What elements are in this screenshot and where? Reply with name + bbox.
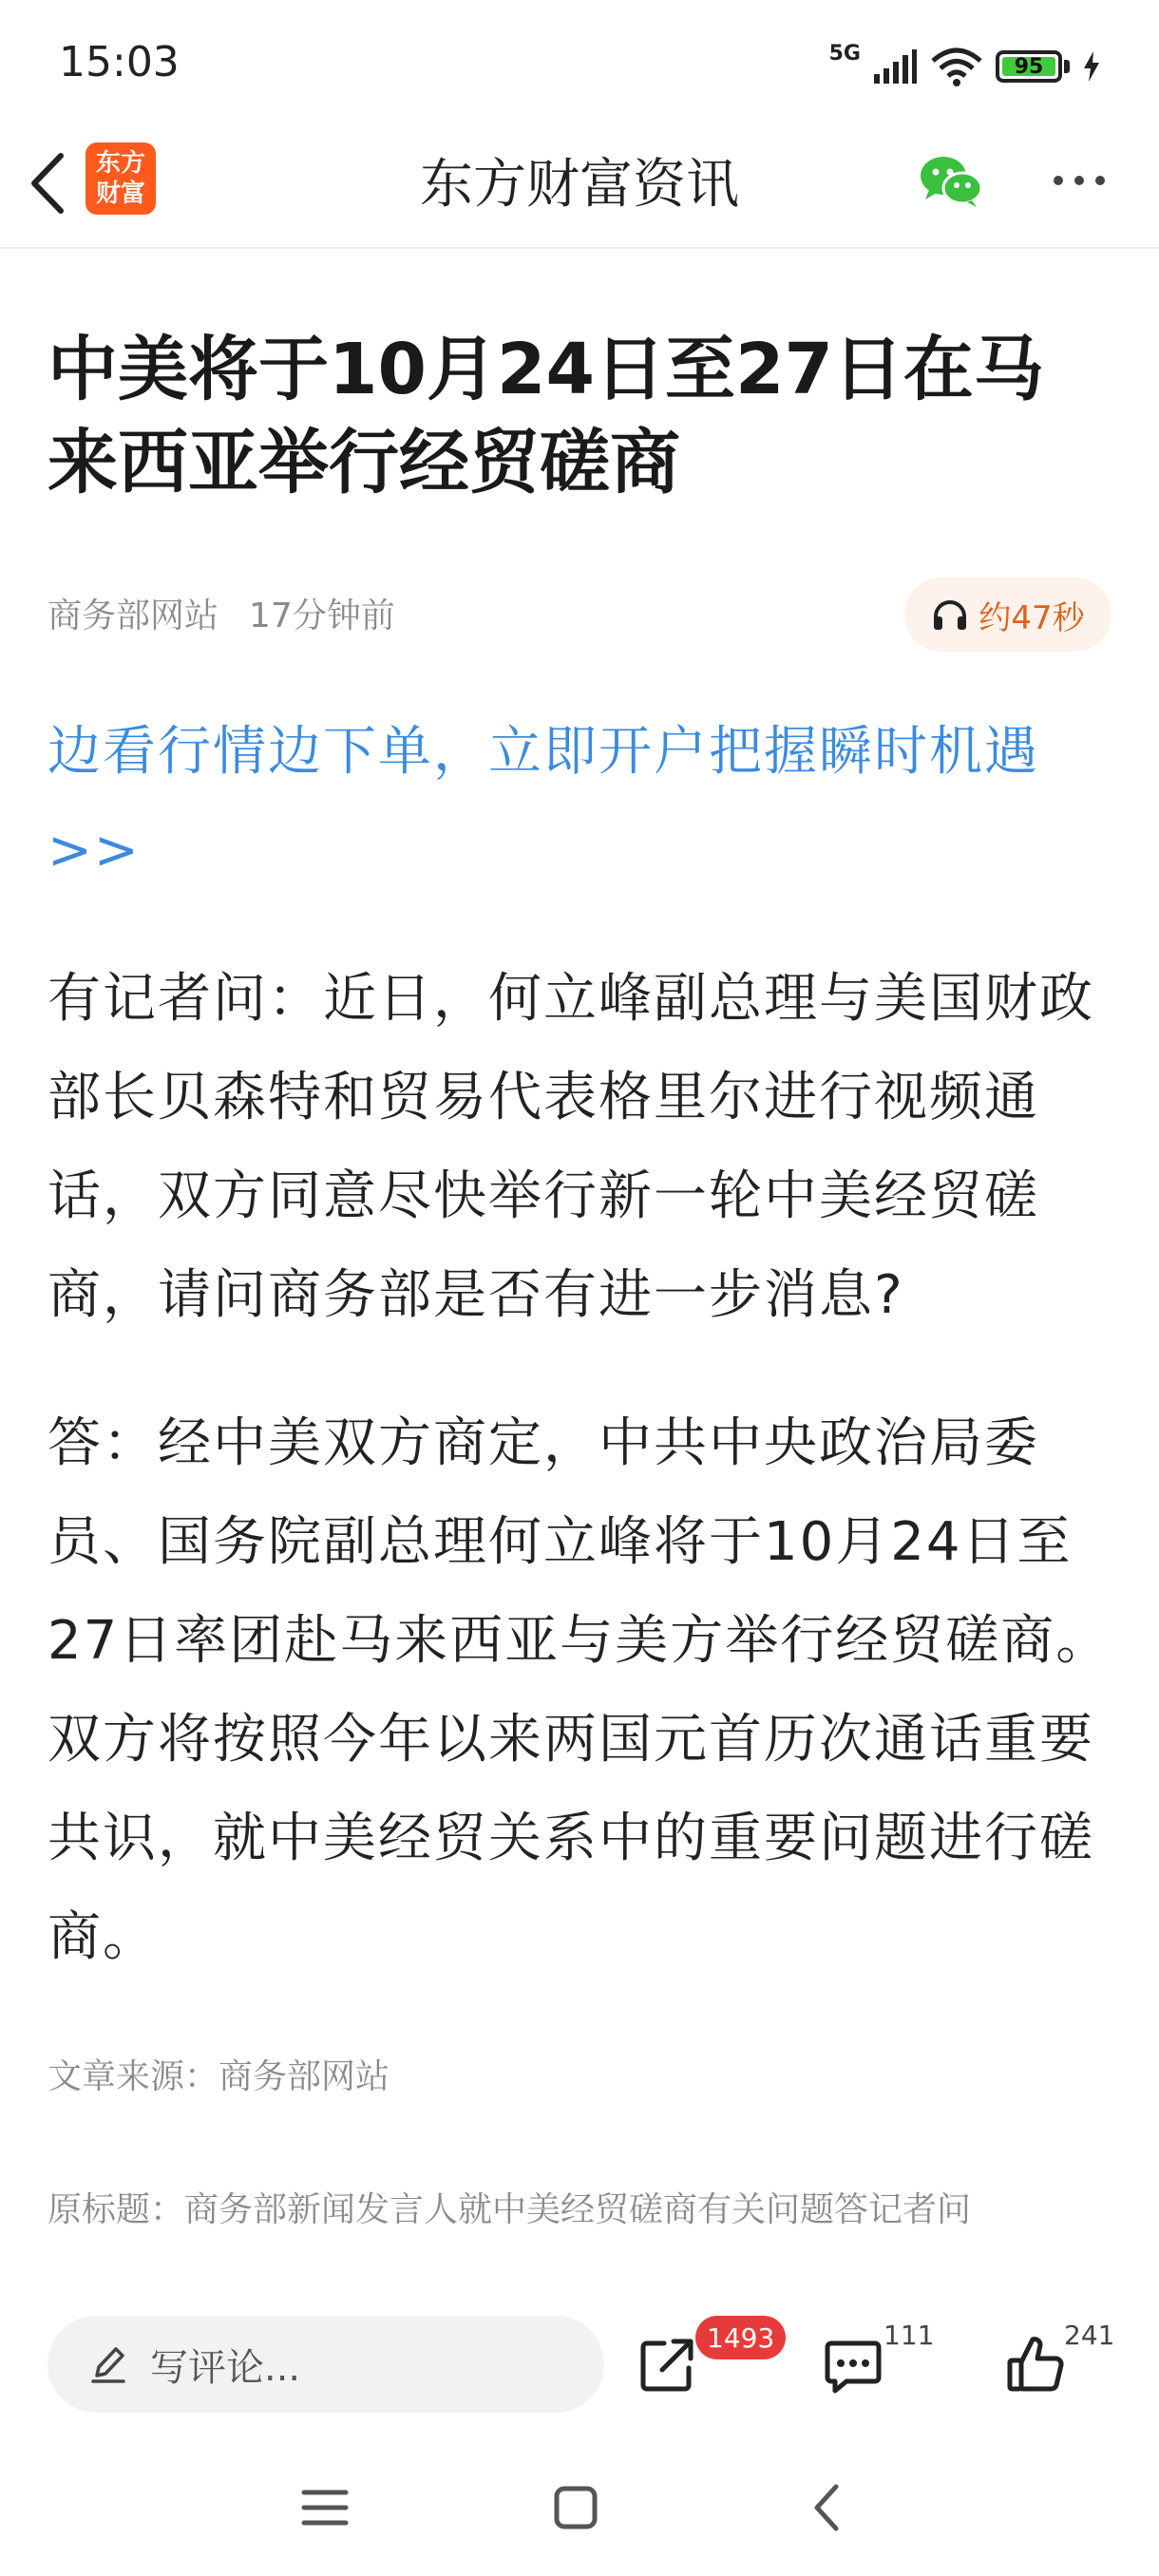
article-headline: 中美将于10月24日至27日在马来西亚举行经贸磋商 [48,329,1044,503]
menu-icon [300,2487,350,2529]
original-title: 原标题：商务部新闻发言人就中美经贸磋商有关问题答记者问 [48,2190,972,2229]
comment-icon [822,2334,884,2396]
share-count-badge: 1493 [695,2316,786,2359]
thumbs-up-icon [1004,2334,1067,2396]
promo-link[interactable]: 边看行情边下单，立即开户把握瞬时机遇>> [48,721,1039,881]
listen-duration: 约47秒 [978,598,1085,637]
article-paragraph: 有记者问：近日，何立峰副总理与美国财政部长贝森特和贸易代表格里尔进行视频通话，双方同意尽快举行新一轮中美经贸磋商，请问商务部是否有进一步消息? [48,968,1094,1326]
article-meta [48,589,395,637]
charging-icon [1081,49,1102,84]
comment-input[interactable] [48,2316,604,2413]
home-square-icon [553,2485,598,2530]
pen-icon [89,2343,127,2385]
wechat-icon[interactable] [918,154,984,209]
status-time: 15:03 [59,38,180,86]
listen-button[interactable] [904,578,1112,652]
back-nav-button[interactable] [788,2470,864,2546]
article-paragraph: 答：经中美双方商定，中共中央政治局委员、国务院副总理何立峰将于10月24日至27日率团赴马来西亚与美方举行经贸磋商。双方将按照今年以来两国元首历次通话重要共识，就中美经贸关系中的重要问题进行磋商。 [48,1412,1112,1968]
home-nav-button[interactable] [538,2470,614,2546]
logo-line-2: 财富 [95,180,145,208]
article-time: 17分钟前 [249,597,395,635]
headphones-icon [931,597,969,632]
status-icons [829,38,1102,95]
battery-icon [996,50,1062,83]
comment-count: 111 [884,2320,935,2351]
battery-level: 95 [1014,54,1044,79]
more-icon[interactable] [1051,171,1108,190]
menu-nav-button[interactable] [287,2470,363,2546]
like-count: 241 [1064,2320,1115,2351]
back-triangle-icon [808,2483,846,2532]
network-label: 5G [828,42,861,66]
share-icon [636,2334,698,2396]
wifi-icon [929,46,984,87]
comment-placeholder: 写评论... [150,2345,301,2390]
article-source-note: 文章来源：商务部网站 [48,2057,390,2096]
logo-line-1: 东方 [95,149,145,178]
signal-icon [872,47,918,85]
article-source[interactable]: 商务部网站 [48,597,219,635]
page-title: 东方财富资讯 [420,154,739,216]
